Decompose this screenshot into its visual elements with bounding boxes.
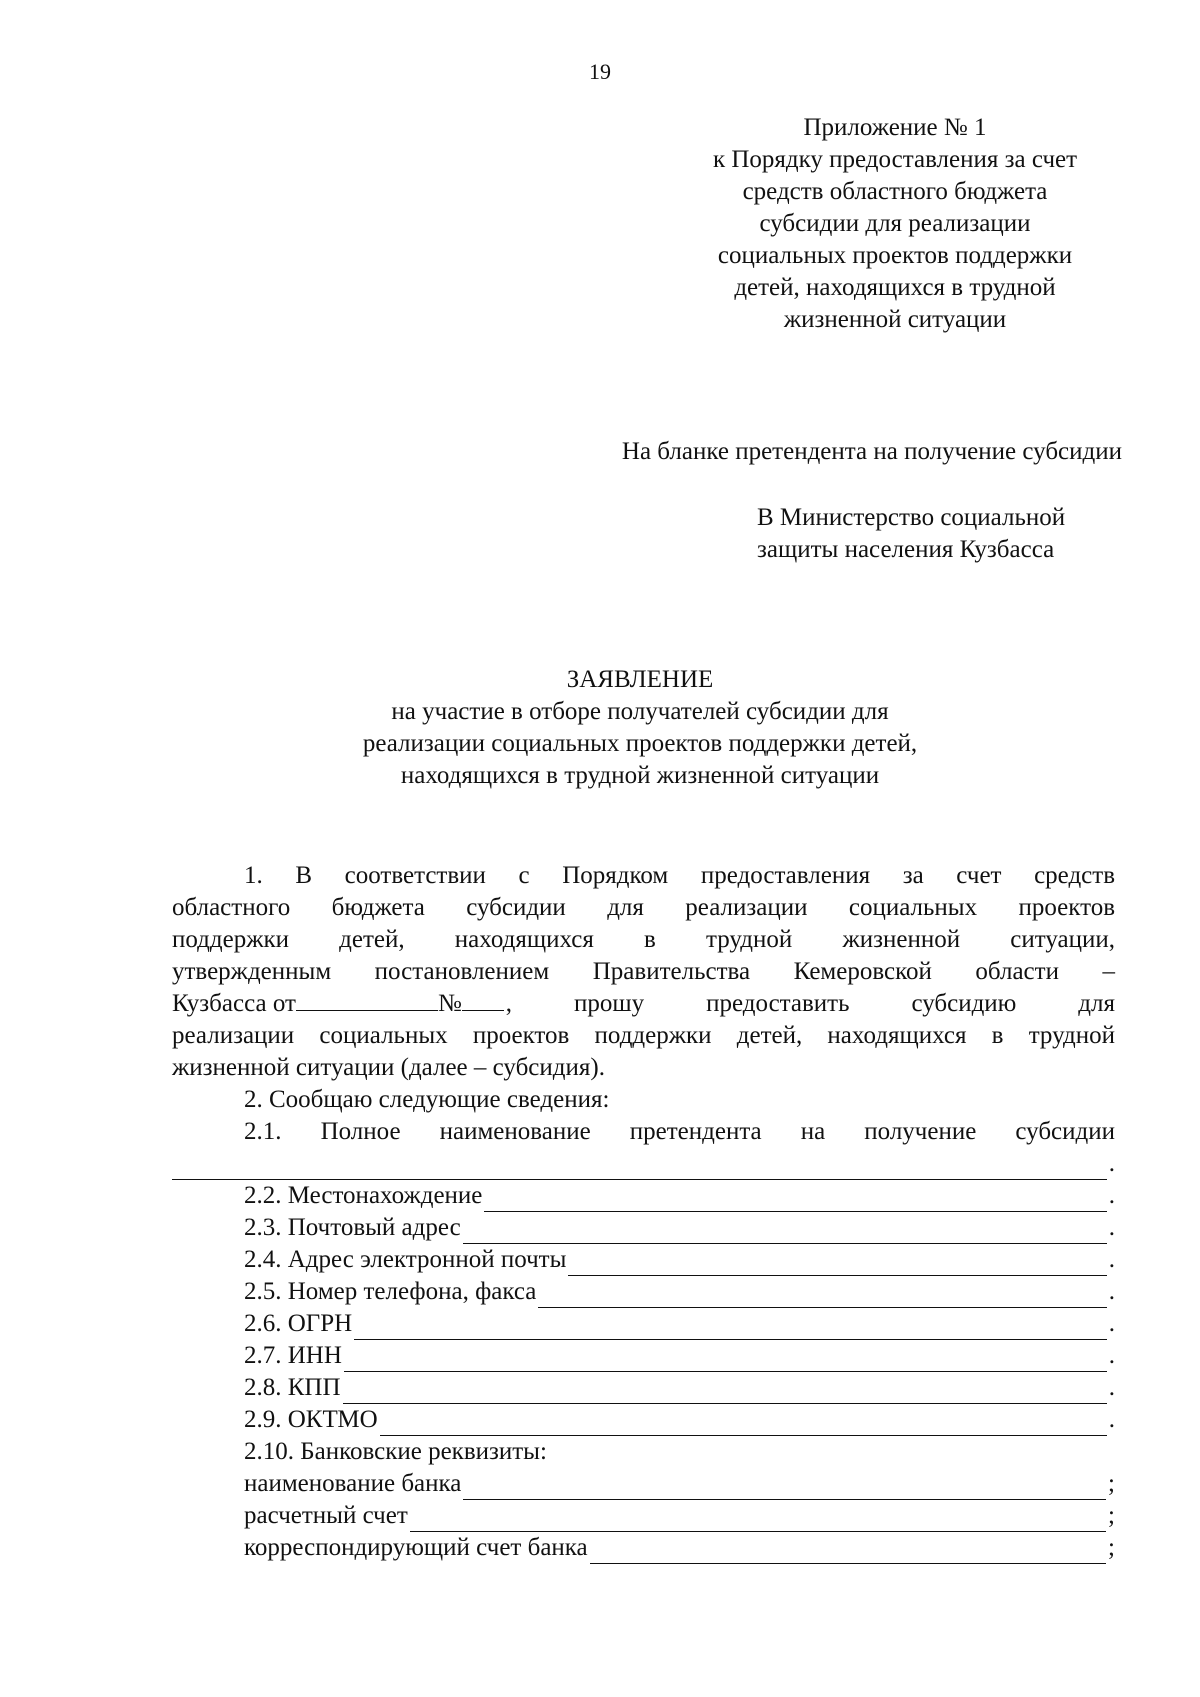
field-label: 2.9. ОКТМО xyxy=(244,1406,378,1433)
field-row-postal xyxy=(172,1212,1115,1244)
settlement-account-field[interactable] xyxy=(410,1505,1106,1532)
bank-details-heading: 2.10. Банковские реквизиты: xyxy=(244,1438,547,1465)
ogrn-field[interactable] xyxy=(354,1313,1107,1340)
line-end: . xyxy=(1108,1278,1115,1305)
appendix-line: социальных проектов поддержки xyxy=(717,242,1073,269)
line-end: . xyxy=(1108,1342,1115,1369)
correspondent-account-field[interactable] xyxy=(590,1537,1106,1564)
paragraph-line: областного бюджета субсидии для реализации социальных проектов xyxy=(172,894,1115,921)
addressee-line: В Министерство социальной xyxy=(757,504,1066,531)
field-label: 2.5. Номер телефона, факса xyxy=(244,1278,537,1305)
field-row-email xyxy=(172,1244,1115,1276)
appendix-line: жизненной ситуации xyxy=(783,306,1007,333)
line-end: . xyxy=(1108,1150,1115,1177)
document-title xyxy=(160,664,1120,792)
paragraph-line: поддержки детей, находящихся в трудной жизненной ситуации, xyxy=(172,926,1115,953)
line-end: . xyxy=(1108,1246,1115,1273)
decree-date-field[interactable] xyxy=(296,988,438,1011)
oktmo-field[interactable] xyxy=(380,1409,1107,1436)
paragraph-line: реализации социальных проектов поддержки детей, находящихся в трудной xyxy=(172,1022,1115,1049)
paragraph-line: утвержденным постановлением Правительства Кемеровской области – xyxy=(172,958,1115,985)
appendix-line: средств областного бюджета xyxy=(742,178,1048,205)
field-label: 2.3. Почтовый адрес xyxy=(244,1214,461,1241)
postal-address-field[interactable] xyxy=(463,1217,1107,1244)
field-row-kpp xyxy=(172,1372,1115,1404)
field-row-ogrn xyxy=(172,1308,1115,1340)
field-row-phone xyxy=(172,1276,1115,1308)
appendix-line: Приложение № 1 xyxy=(803,114,987,141)
letterhead-note: На бланке претендента на получение субсидии xyxy=(621,438,1122,465)
paragraph-text: , прошу предоставить субсидию для xyxy=(505,990,1115,1017)
paragraph-line xyxy=(172,988,1115,1020)
appendix-line: детей, находящихся в трудной xyxy=(734,274,1056,301)
document-body xyxy=(172,860,1115,1564)
full-name-row xyxy=(172,1148,1115,1180)
paragraph-line: 1. В соответствии с Порядком предоставления за счет средств xyxy=(244,862,1115,889)
line-end: . xyxy=(1108,1406,1115,1433)
addressee-line: защиты населения Кузбасса xyxy=(757,536,1055,563)
appendix-line: к Порядку предоставления за счет xyxy=(712,146,1078,173)
line-end: . xyxy=(1108,1182,1115,1209)
date-field-group xyxy=(172,988,504,1020)
inn-field[interactable] xyxy=(344,1345,1107,1372)
field-label: корреспондирующий счет банка xyxy=(244,1534,588,1561)
title-subtitle: реализации социальных проектов поддержки детей, xyxy=(362,730,918,757)
email-field[interactable] xyxy=(568,1249,1106,1276)
title-subtitle: находящихся в трудной жизненной ситуации xyxy=(400,762,880,789)
field-label: 2.2. Местонахождение xyxy=(244,1182,483,1209)
location-field[interactable] xyxy=(484,1185,1106,1212)
full-name-field[interactable] xyxy=(172,1153,1107,1180)
decree-number-field[interactable] xyxy=(462,988,504,1011)
title-heading: ЗАЯВЛЕНИЕ xyxy=(566,666,714,693)
appendix-header xyxy=(700,112,1090,336)
title-subtitle: на участие в отборе получателей субсидии для xyxy=(391,698,889,725)
field-row-corr-account xyxy=(172,1532,1115,1564)
line-end: . xyxy=(1108,1374,1115,1401)
field-row-inn xyxy=(172,1340,1115,1372)
paragraph-2: 2. Сообщаю следующие сведения: xyxy=(244,1086,610,1113)
field-label: расчетный счет xyxy=(244,1502,408,1529)
page-number: 19 xyxy=(589,59,611,84)
paragraph-text: Кузбасса от xyxy=(172,990,296,1017)
field-row-account xyxy=(172,1500,1115,1532)
field-label: наименование банка xyxy=(244,1470,462,1497)
line-end: . xyxy=(1108,1310,1115,1337)
kpp-field[interactable] xyxy=(343,1377,1107,1404)
field-row-oktmo xyxy=(172,1404,1115,1436)
field-label: 2.6. ОГРН xyxy=(244,1310,353,1337)
line-end: ; xyxy=(1108,1470,1115,1497)
paragraph-line: жизненной ситуации (далее – субсидия). xyxy=(172,1054,605,1081)
line-end: ; xyxy=(1108,1534,1115,1561)
addressee xyxy=(757,502,1065,566)
line-end: ; xyxy=(1108,1502,1115,1529)
appendix-line: субсидии для реализации xyxy=(759,210,1031,237)
paragraph-text: № xyxy=(437,990,462,1017)
field-label: 2.7. ИНН xyxy=(244,1342,342,1369)
line-end: . xyxy=(1108,1214,1115,1241)
field-row-bank-name xyxy=(172,1468,1115,1500)
field-label: 2.8. КПП xyxy=(244,1374,341,1401)
item-2-1-label: 2.1. Полное наименование претендента на получение субсидии xyxy=(244,1118,1115,1145)
field-label: 2.4. Адрес электронной почты xyxy=(244,1246,567,1273)
phone-fax-field[interactable] xyxy=(538,1281,1106,1308)
bank-name-field[interactable] xyxy=(463,1473,1106,1500)
field-row-location xyxy=(172,1180,1115,1212)
